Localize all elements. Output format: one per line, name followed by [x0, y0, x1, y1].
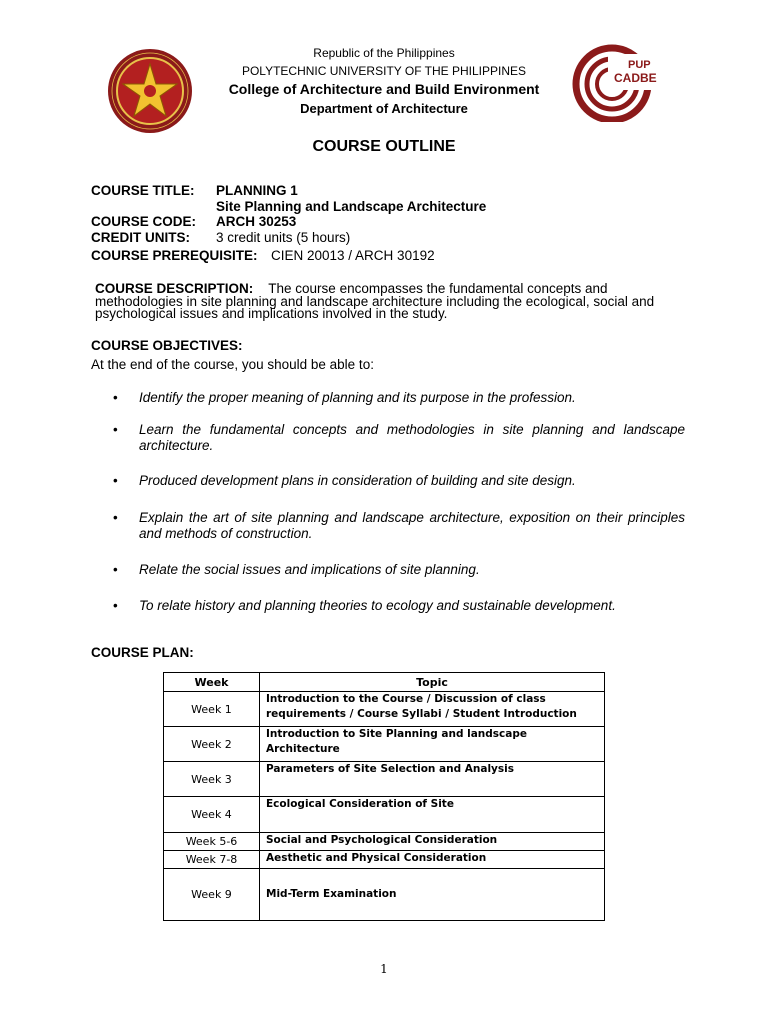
table-row [164, 727, 605, 762]
course-code-value: ARCH 30253 [216, 214, 297, 229]
topic-cell: Aesthetic and Physical Consideration [260, 851, 605, 869]
table-row [164, 762, 605, 797]
header-department: Department of Architecture [300, 101, 468, 116]
week-cell: Week 4 [164, 797, 260, 833]
table-row [164, 692, 605, 727]
list-item: • Produced development plans in consideration of building and site design. [113, 473, 576, 488]
week-cell: Week 2 [164, 727, 260, 762]
course-title-label: COURSE TITLE: [91, 183, 195, 198]
course-prereq-value: CIEN 20013 / ARCH 30192 [271, 248, 435, 263]
header-university: POLYTECHNIC UNIVERSITY OF THE PHILIPPINES [241, 64, 527, 78]
course-plan-table [163, 672, 605, 921]
table-header-row [164, 673, 605, 692]
topic-cell: Ecological Consideration of Site [260, 797, 605, 833]
course-code-label: COURSE CODE: [91, 214, 197, 229]
course-subtitle-value: Site Planning and Landscape Architecture [216, 199, 487, 214]
course-description [95, 283, 675, 321]
course-title-value: PLANNING 1 [216, 183, 298, 198]
table-row [164, 797, 605, 833]
column-header-topic: Topic [260, 673, 605, 692]
header-republic: Republic of the Philippines [313, 46, 455, 60]
topic-cell: Parameters of Site Selection and Analysis [260, 762, 605, 797]
week-cell: Week 5-6 [164, 833, 260, 851]
course-description-text: The course encompasses the fundamental concepts and methodologies in site planning and landscape architecture including the ecological, social and psychological issues and implications involved in the study. [95, 281, 655, 321]
logo-text-pup: PUP [628, 59, 651, 71]
page-title: COURSE OUTLINE [312, 138, 456, 155]
list-item: • Identify the proper meaning of planning and its purpose in the profession. [113, 390, 576, 405]
table-row [164, 869, 605, 921]
credit-units-label: CREDIT UNITS: [91, 230, 190, 245]
course-description-label: COURSE DESCRIPTION: [95, 281, 254, 296]
list-item: • Explain the art of site planning and landscape architecture, exposition on their principles and methods of construction. [113, 510, 685, 541]
course-prereq-label: COURSE PREREQUISITE: [91, 248, 258, 263]
table-row [164, 851, 605, 869]
page-number: 1 [380, 962, 388, 976]
credit-units-value: 3 credit units (5 hours) [216, 230, 351, 245]
objectives-heading: COURSE OBJECTIVES: [91, 338, 243, 353]
week-cell: Week 7-8 [164, 851, 260, 869]
course-plan-heading: COURSE PLAN: [91, 645, 194, 660]
list-item: • Relate the social issues and implications of site planning. [113, 562, 480, 577]
list-item: • Learn the fundamental concepts and methodologies in site planning and landscape architecture. [113, 422, 685, 453]
list-item: • To relate history and planning theories to ecology and sustainable development. [113, 598, 616, 613]
week-cell: Week 9 [164, 869, 260, 921]
topic-cell: Social and Psychological Consideration [260, 833, 605, 851]
topic-cell: Mid-Term Examination [260, 869, 605, 921]
objectives-intro: At the end of the course, you should be able to: [91, 357, 374, 372]
logo-text-cadbe: CADBE [614, 71, 657, 85]
column-header-week: Week [164, 673, 260, 692]
week-cell: Week 3 [164, 762, 260, 797]
topic-cell: Introduction to Site Planning and landscape Architecture [260, 727, 605, 762]
table-row [164, 833, 605, 851]
week-cell: Week 1 [164, 692, 260, 727]
topic-cell: Introduction to the Course / Discussion of class requirements / Course Syllabi / Student Introduction [260, 692, 605, 727]
header-college: College of Architecture and Build Environment [228, 81, 540, 97]
